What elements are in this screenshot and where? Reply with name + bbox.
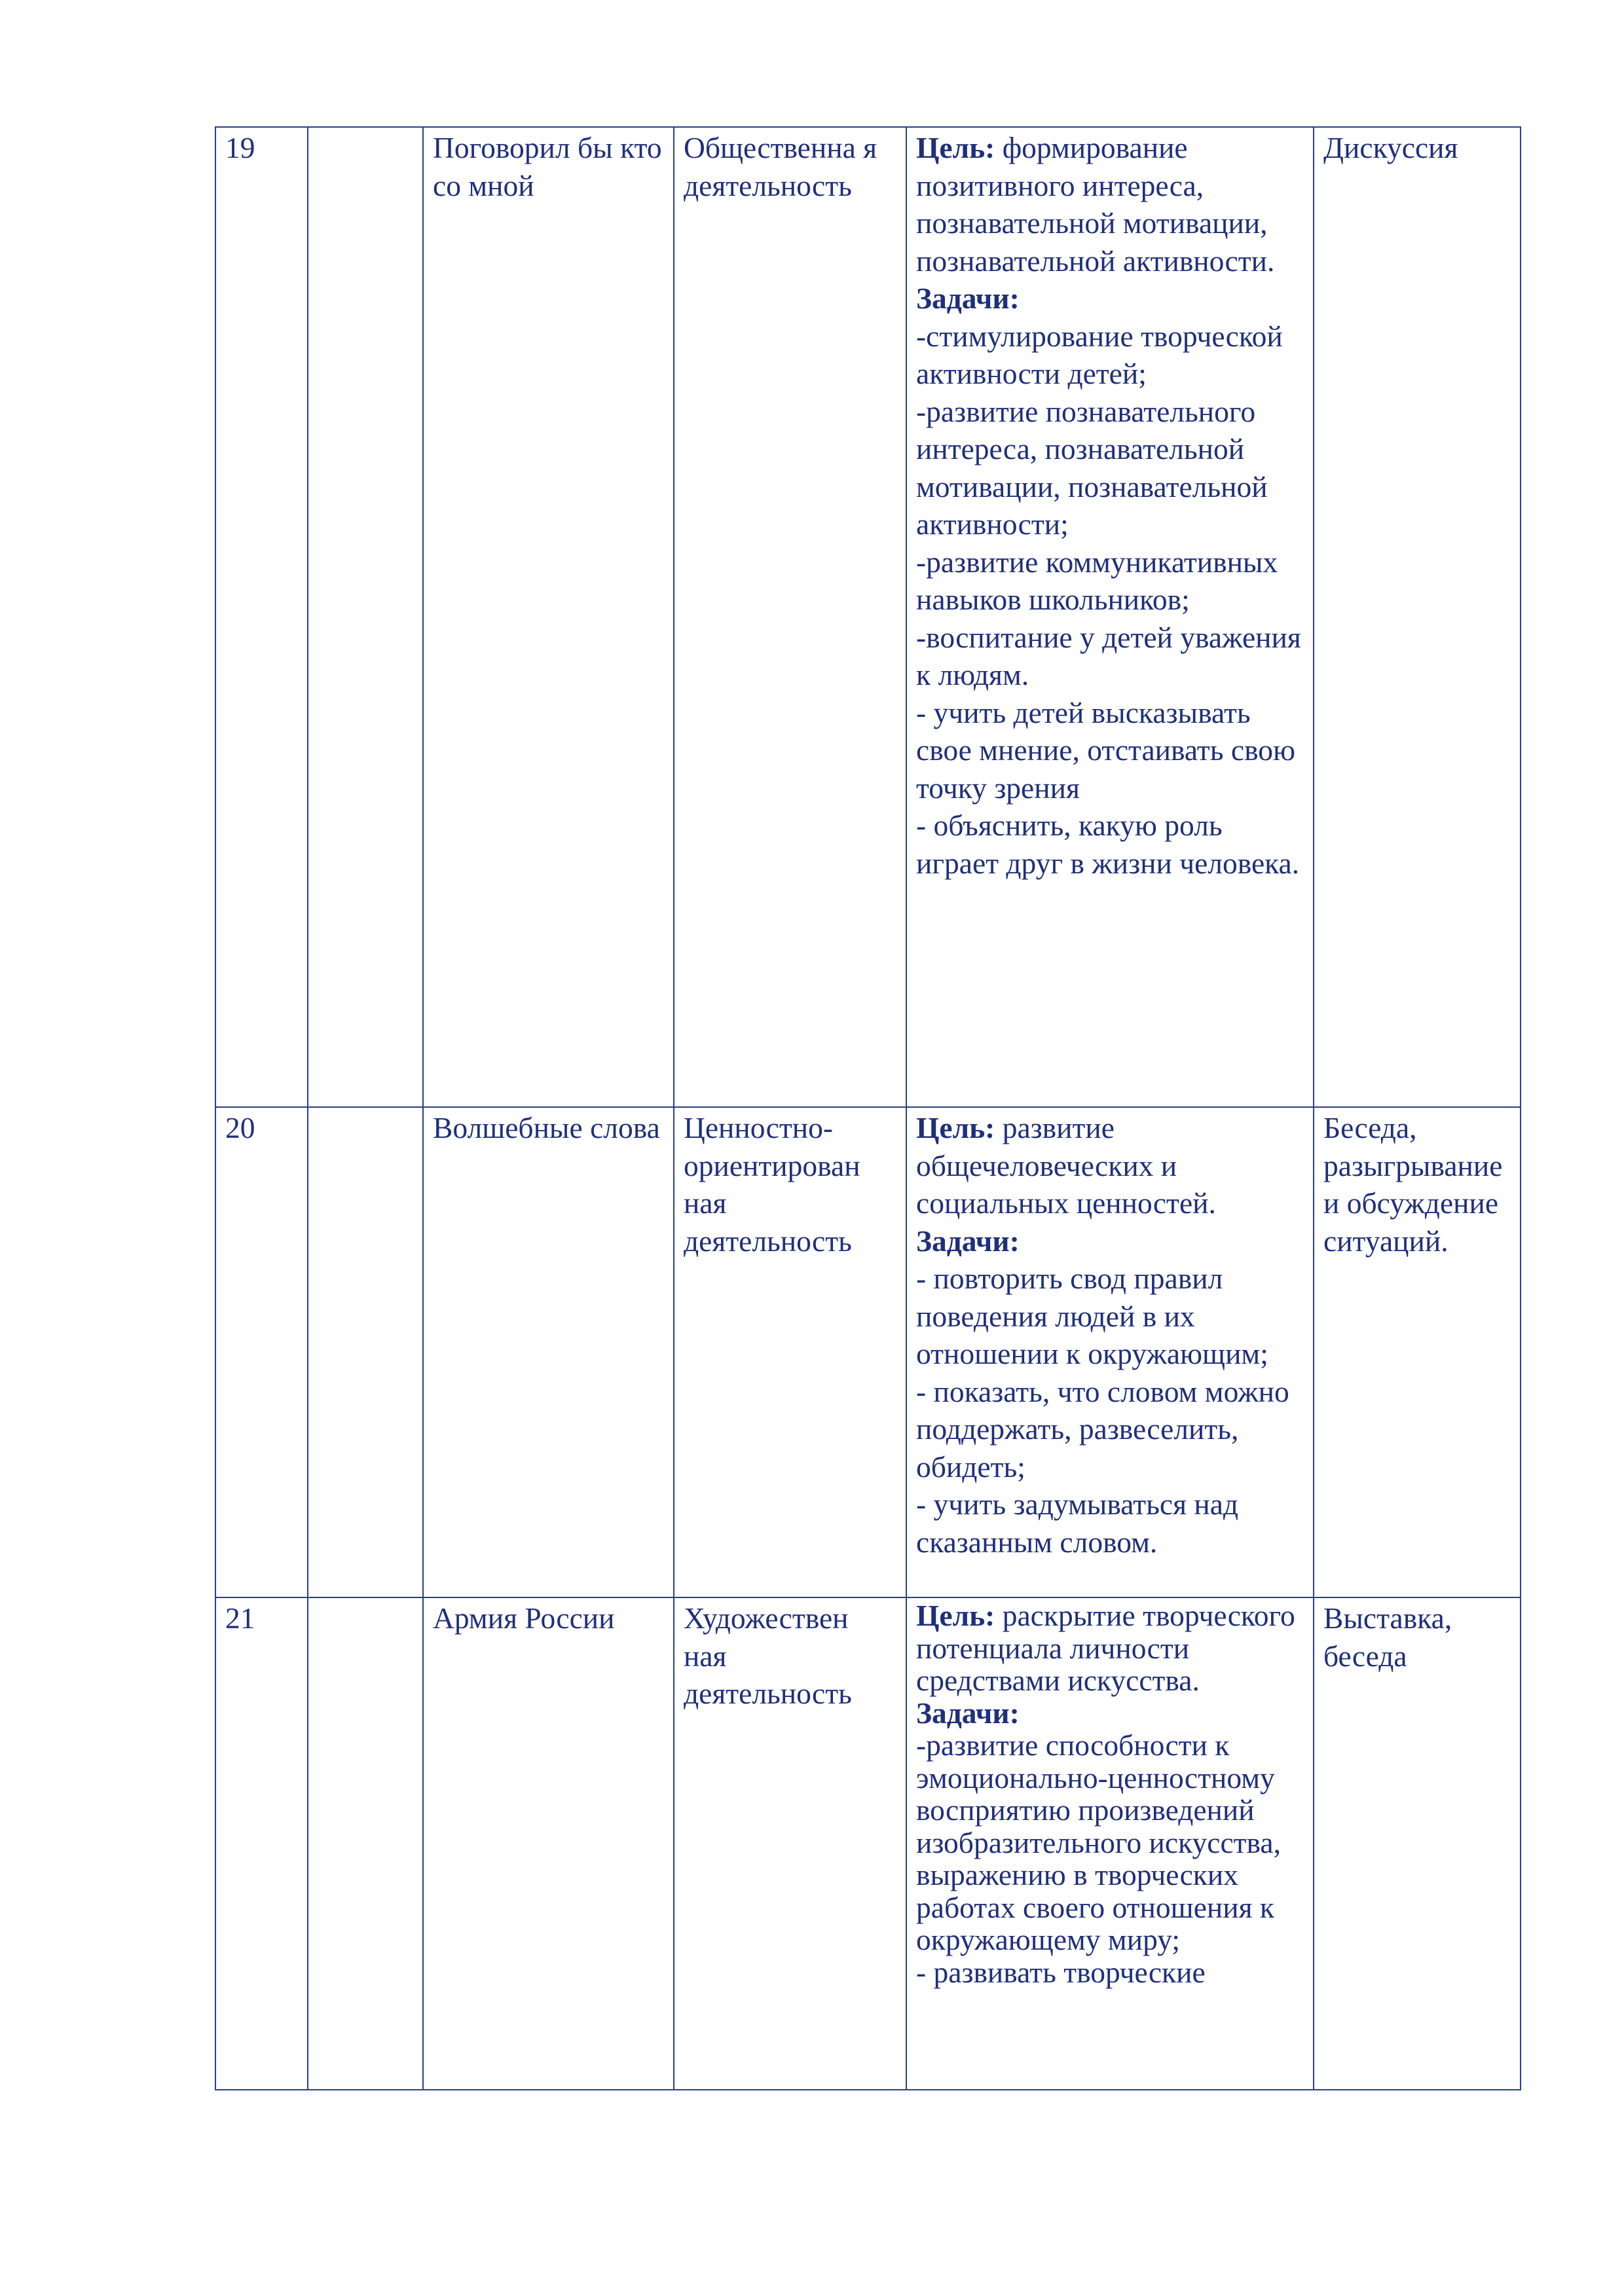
goals-and-tasks	[906, 1107, 1314, 1597]
lesson-form: Дискуссия	[1314, 127, 1521, 1107]
task-item: - учить задумываться над сказанным словом.	[916, 1487, 1239, 1559]
goal-text: формирование позитивного интереса, познавательной мотивации, познавательной активности.	[916, 131, 1275, 278]
goals-and-tasks	[906, 1597, 1314, 2090]
task-item: -развитие коммуникативных навыков школьников;	[916, 545, 1278, 616]
lesson-number: 21	[215, 1597, 308, 2090]
goal-text: развитие общечеловеческих и социальных ценностей.	[916, 1111, 1216, 1220]
lesson-number: 20	[215, 1107, 308, 1597]
task-item: - учить детей высказывать свое мнение, отстаивать свою точку зрения	[916, 695, 1296, 805]
lesson-form: Беседа, разыгрывание и обсуждение ситуаций.	[1314, 1107, 1521, 1597]
task-item: -стимулирование творческой активности детей;	[916, 319, 1283, 390]
task-item: - объяснить, какую роль играет друг в жизни человека.	[916, 809, 1300, 880]
task-item: - показать, что словом можно поддержать, развеселить, обидеть;	[916, 1374, 1289, 1484]
goals-and-tasks	[906, 127, 1314, 1107]
lesson-plan-table	[215, 126, 1521, 2090]
lesson-topic: Поговорил бы кто со мной	[423, 127, 674, 1107]
lesson-topic: Армия России	[423, 1597, 674, 2090]
task-item: -воспитание у детей уважения к людям.	[916, 620, 1301, 691]
lesson-date	[308, 127, 423, 1107]
goal-label: Цель:	[916, 131, 995, 164]
goal-label: Цель:	[916, 1111, 995, 1144]
goal-label: Цель:	[916, 1599, 995, 1632]
activity-type: Ценностно-ориентирован ная деятельность	[674, 1107, 906, 1597]
goal-text: раскрытие творческого потенциала личности средствами искусства.	[916, 1599, 1295, 1697]
task-item: - развивать творческие	[916, 1955, 1206, 1989]
tasks-label: Задачи:	[916, 282, 1020, 315]
table-row	[215, 1597, 1521, 2090]
tasks-label: Задачи:	[916, 1696, 1020, 1730]
table-row	[215, 127, 1521, 1107]
task-item: -развитие познавательного интереса, познавательной мотивации, познавательной активности;	[916, 394, 1268, 541]
activity-type: Общественна я деятельность	[674, 127, 906, 1107]
task-item: - повторить свод правил поведения людей в их отношении к окружающим;	[916, 1262, 1268, 1370]
tasks-label: Задачи:	[916, 1224, 1020, 1258]
task-item: -развитие способности к эмоционально-ценностному восприятию произведений изобразительного искусства, выражению в творческих работах своего отношения к окружающему миру;	[916, 1728, 1281, 1956]
lesson-date	[308, 1597, 423, 2090]
table-row	[215, 1107, 1521, 1597]
lesson-date	[308, 1107, 423, 1597]
lesson-form: Выставка, беседа	[1314, 1597, 1521, 2090]
lesson-number: 19	[215, 127, 308, 1107]
lesson-topic: Волшебные слова	[423, 1107, 674, 1597]
activity-type: Художествен ная деятельность	[674, 1597, 906, 2090]
